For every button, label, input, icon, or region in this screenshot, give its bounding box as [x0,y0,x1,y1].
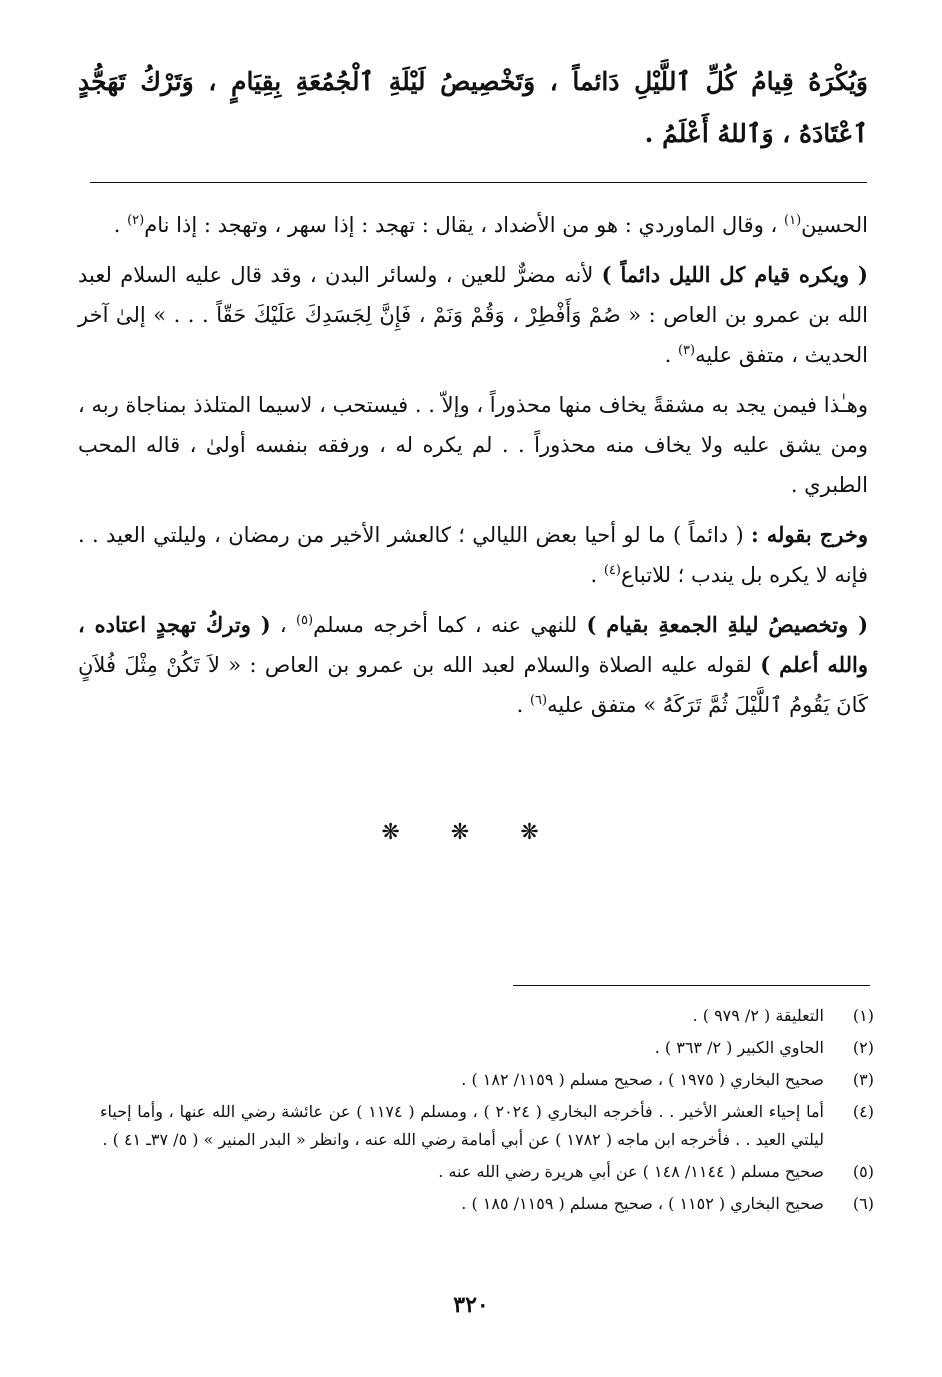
commentary-paragraph-2 [78,255,868,375]
footnote-4 [100,1098,874,1154]
footnote-ref-2[interactable]: (٢) [127,213,145,228]
text-run: . [516,693,530,717]
quoted-matn: ( وتخصيصُ ليلةِ الجمعةِ بقيام ) [586,612,869,637]
footnote-1 [100,1002,874,1030]
footnote-text: التعليقة ( ٢/ ٩٧٩ ) . [692,1006,824,1025]
commentary-paragraph-5 [78,605,868,725]
footnote-number: (١) [852,1006,874,1025]
footnote-number: (٣) [852,1070,874,1089]
quoted-matn: ( ويكره قيام كل الليل دائماً ) [601,262,868,287]
footnotes-list [100,1002,874,1222]
footnote-text: أما إحياء العشر الأخير . . فأخرجه البخاري ( ٢٠٢٤ ) ، ومسلم ( ١١٧٤ ) عن عائشة رضي الله عنها ، وأما إحياء ليلتي العيد . . فأخرجه ابن ماجه ( ١٧٨٢ ) عن أبي أمامة رضي الله عنه ، وانظر « البدر المنير » ( ٥/ ٣٧ـ ٤١ ) . [100,1102,825,1149]
footnote-number: (٥) [852,1162,874,1181]
text-run: ( دائماً ) ما لو أحيا بعض الليالي ؛ كالعشر الأخير من رمضان ، وليلتي العيد . . فإنه لا يكره بل يندب ؛ للاتباع [78,523,868,587]
footnote-ref-3[interactable]: (٣) [677,343,696,358]
text-run: ، وقال الماوردي : هو من الأضداد ، يقال : تهجد : إذا سهر ، وتهجد : إذا نام [144,213,784,237]
footnote-number: (٢) [852,1038,874,1057]
main-text: وَيُكْرَهُ قِيامُ كُلِّ ٱللَّيْلِ دَائماً ، وَتَخْصِيصُ لَيْلَةِ ٱلْجُمُعَةِ بِقِيَامٍ ، وَتَرْكُ تَهَجُّدٍ ٱعْتَادَهُ ، وَٱللهُ أَعْلَمُ . [78,67,868,148]
footnote-6 [100,1190,874,1218]
footnote-text: صحيح البخاري ( ١٩٧٥ ) ، صحيح مسلم ( ١١٥٩/ ١٨٢ ) . [461,1070,824,1089]
footnote-text: صحيح مسلم ( ١١٤٤/ ١٤٨ ) عن أبي هريرة رضي الله عنه . [438,1162,824,1181]
text-run: ، [270,613,296,637]
page-number: ٣٢٠ [453,1292,489,1318]
commentary-paragraph-4 [78,515,868,595]
footnote-text: صحيح البخاري ( ١١٥٢ ) ، صحيح مسلم ( ١١٥٩/ ١٨٥ ) . [461,1194,824,1213]
footnote-ref-6[interactable]: (٦) [529,693,548,708]
footnote-ref-4[interactable]: (٤) [603,563,621,578]
text-run: . [664,343,678,367]
footnote-2 [100,1034,874,1062]
footnote-ref-1[interactable]: (١) [784,213,802,228]
text-run: لأنه مضرٌّ للعين ، ولسائر البدن ، وقد قال عليه السلام لعبد الله بن عمرو بن العاص : « صُمْ وَأَفْطِرْ ، وَقُمْ وَنَمْ ، فَإِنَّ لِجَسَدِكَ عَلَيْكَ حَقّاً . . . » إلىٰ آخر الحديث ، متفق عليه [78,263,868,367]
text-divider [90,182,867,183]
quoted-matn: وخرج بقوله : [751,522,868,547]
text-run: . [590,563,604,587]
footnote-number: (٦) [852,1194,874,1213]
footnote-number: (٤) [852,1102,874,1121]
text-run: لقوله عليه الصلاة والسلام لعبد الله بن عمرو بن العاص : « لاَ تَكُنْ مِثْلَ فُلاَنٍ كَانَ يَقُومُ ٱللَّيْلَ ثُمَّ تَرَكَهُ » متفق عليه [78,653,868,717]
quoted-matn: ( وتركُ تهجدٍ اعتاده ، والله أعلم ) [78,612,868,677]
commentary [78,205,868,735]
footnote-text: الحاوي الكبير ( ٢/ ٣٦٣ ) . [654,1038,824,1057]
footnote-3 [100,1066,874,1094]
commentary-paragraph-1 [78,205,868,245]
footnote-5 [100,1158,874,1186]
text-run: الحسين [801,213,868,237]
footnote-ref-5[interactable]: (٥) [295,613,314,628]
section-separator-stars: ❋ ❋ ❋ [381,820,561,845]
footnote-divider [513,985,870,986]
text-run: . [113,213,128,237]
text-run: للنهي عنه ، كما أخرجه مسلم [313,613,587,637]
commentary-paragraph-3: وهـٰذا فيمن يجد به مشقةً يخاف منها محذوراً ، وإلاّ . . فيستحب ، لاسيما المتلذذ بمناجاة ربه ، ومن يشق عليه ولا يخاف منه محذوراً . . لم يكره له ، ورفقه بنفسه أولىٰ ، قاله المحب الطبري . [78,393,868,497]
